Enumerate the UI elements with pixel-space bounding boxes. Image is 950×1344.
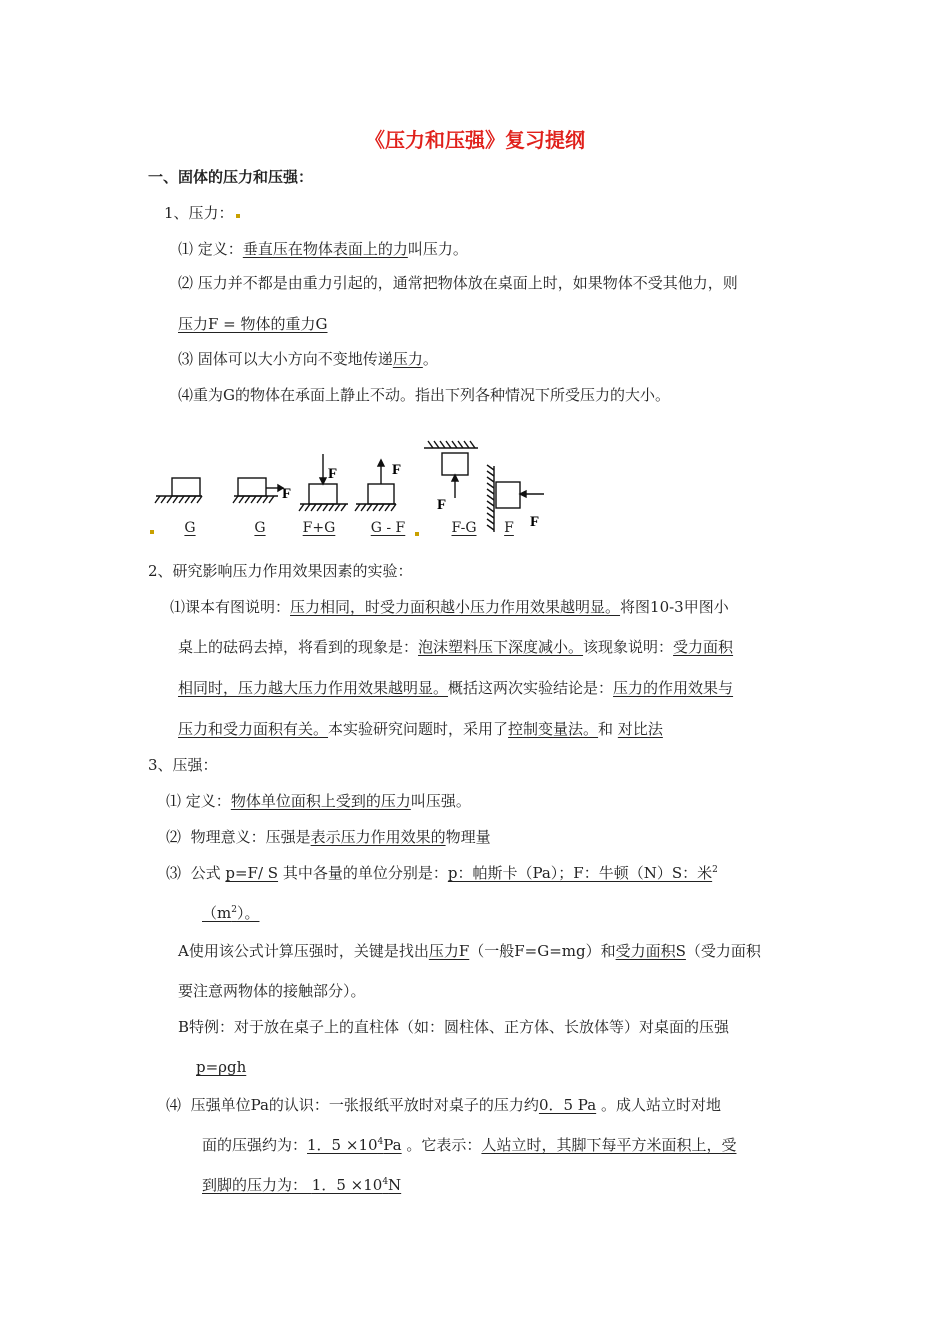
answer-5: F-G xyxy=(451,520,477,536)
pressure-formula-units-cont: $(m^2)$。 xyxy=(202,904,260,922)
section-1-heading: 一、固体的压力和压强： xyxy=(148,168,314,186)
answer-4: G - F xyxy=(370,520,406,536)
item-3-text: ⑶ 固体可以大小方向不变地传递压力。 xyxy=(178,350,438,368)
experiment-line-3: 相同时，压力越大压力作用效果越明显。概括这两次实验结论是：压力的作用效果与 xyxy=(178,679,734,697)
answer-3: F+G xyxy=(302,520,336,536)
case-3-block xyxy=(299,454,348,511)
item-2-answer: 压力F = 物体的重力G xyxy=(178,315,328,333)
force-label-5: F xyxy=(437,497,447,513)
section-3-heading: 3、压强： xyxy=(148,756,218,774)
force-label-6: F xyxy=(530,514,540,530)
force-label-2: F xyxy=(282,486,292,502)
pressure-meaning: ⑵ 物理意义：压强是表示压力作用效果的物理量 xyxy=(166,828,491,846)
note-a-line-1: A使用该公式计算压强时，关键是找出压力F（一般F=G=mg）和受力面积S（受力面积 xyxy=(178,942,761,960)
note-a-line-2: 要注意两物体的接触部分）。 xyxy=(178,982,366,1000)
case-2-block xyxy=(233,478,283,503)
item-2-text: ⑵ 压力并不都是由重力引起的，通常把物体放在桌面上时，如果物体不受其他力，则 xyxy=(178,274,738,292)
answer-2: G xyxy=(254,520,266,536)
pressure-unit-line-3: 到脚的压力为： 1．$5 \times 10^4N$ xyxy=(202,1176,402,1194)
pressure-unit-line-1: ⑷ 压强单位Pa的认识：一张报纸平放时对桌子的压力约0．5 Pa 。成人站立时对地 xyxy=(166,1096,721,1114)
experiment-line-1: ⑴课本有图说明：压力相同，时受力面积越小压力作用效果越明显。将图10-3甲图小 xyxy=(170,598,729,616)
force-label-3: F xyxy=(328,466,338,482)
item-1-definition: ⑴ 定义：垂直压在物体表面上的力叫压力。 xyxy=(178,240,468,258)
pressure-unit-line-2: 面的压强约为：1．$5 \times 10^4Pa$ 。它表示：人站立时，其脚下每平方米面积上，受 xyxy=(202,1136,737,1154)
answer-1: G xyxy=(184,520,196,536)
force-label-4: F xyxy=(392,462,402,478)
pressure-formula: ⑶ 公式 p=F/ S 其中各量的单位分别是：p：帕斯卡（Pa）；F：牛顿（N）S：米$^2$ xyxy=(166,864,718,882)
item-4-text: ⑷重为G的物体在承面上静止不动。指出下列各种情况下所受压力的大小。 xyxy=(178,386,671,404)
section-2-heading: 2、研究影响压力作用效果因素的实验： xyxy=(148,562,413,580)
case-5-block xyxy=(424,441,478,498)
note-b-line-1: B特例：对于放在桌子上的直柱体（如：圆柱体、正方体、长放体等）对桌面的压强 xyxy=(178,1018,730,1036)
case-1-block xyxy=(155,478,202,503)
pressure-definition: ⑴ 定义：物体单位面积上受到的压力叫压强。 xyxy=(166,792,471,810)
page-title: 《压力和压强》复习提纲 xyxy=(365,128,585,152)
answer-6: F xyxy=(504,520,514,536)
mark-dot xyxy=(236,214,240,218)
mark-dot xyxy=(415,532,419,536)
experiment-line-2: 桌上的砝码去掉，将看到的现象是：泡沫塑料压下深度减小。该现象说明：受力面积 xyxy=(178,638,734,656)
experiment-line-4: 压力和受力面积有关。本实验研究问题时，采用了控制变量法。和 对比法 xyxy=(178,720,663,738)
note-b-formula: p=ρgh xyxy=(196,1058,247,1076)
sub-heading-pressure: 1、压力： xyxy=(164,202,240,223)
mark-dot xyxy=(150,530,154,534)
case-4-block xyxy=(355,460,396,511)
